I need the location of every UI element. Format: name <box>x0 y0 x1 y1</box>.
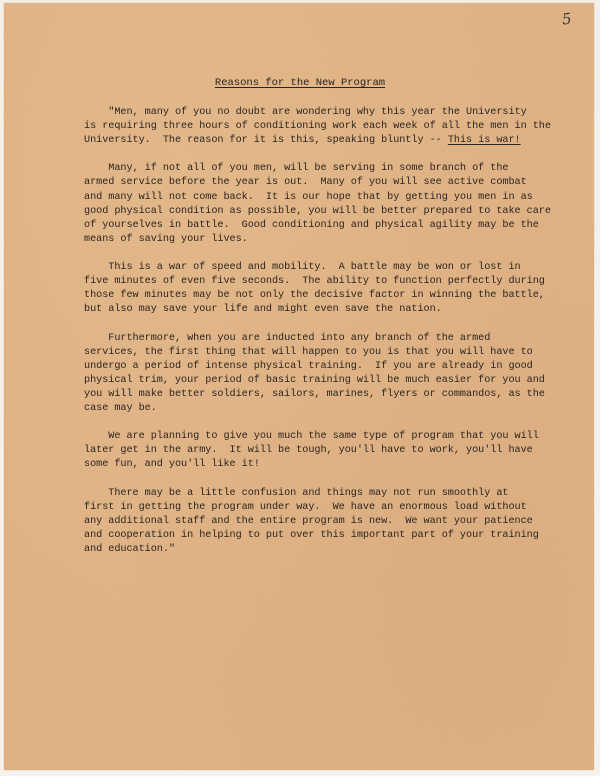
paragraph-1-line-2: is requiring three hours of conditioning work each week of all the men in the <box>84 121 551 133</box>
paragraph-6 <box>84 487 539 557</box>
paragraph-6-line-4: and cooperation in helping to put over this important part of your training <box>84 529 539 541</box>
paragraph-2-line-6: means of saving your lives. <box>84 233 248 245</box>
paragraph-1-line-1: "Men, many of you no doubt are wondering why this year the University <box>84 107 527 118</box>
paragraph-5-line-1: We are planning to give you much the same type of program that you will <box>84 431 539 443</box>
paragraph-2-line-5: of yourselves in battle. Good conditioning and physical agility may be the <box>84 219 539 231</box>
document-body <box>84 106 551 571</box>
paragraph-4-line-4: physical trim, your period of basic training will be much easier for you and <box>84 374 545 386</box>
paragraph-6-line-1: There may be a little confusion and things may not run smoothly at <box>84 487 509 499</box>
paragraph-3-line-4: but also may save your life and might even save the nation. <box>84 304 442 316</box>
paragraph-4-line-6: case may be. <box>84 402 157 414</box>
paragraph-2 <box>84 162 551 247</box>
paragraph-4-line-3: undergo a period of intense physical training. If you are already in good <box>84 360 533 372</box>
paragraph-4-line-2: services, the first thing that will happen to you is that you will have to <box>84 346 533 358</box>
paragraph-5 <box>84 430 539 472</box>
paragraph-4-line-1: Furthermore, when you are inducted into any branch of the armed <box>84 332 491 344</box>
paragraph-2-line-2: armed service before the year is out. Many of you will see active combat <box>84 177 527 189</box>
paragraph-2-line-3: and many will not come back. It is our hope that by getting you men in as <box>84 191 533 203</box>
paragraph-6-line-5: and education." <box>84 543 175 555</box>
title-text: Reasons for the New Program <box>214 77 386 89</box>
paragraph-3-line-1: This is a war of speed and mobility. A battle may be won or lost in <box>84 262 521 274</box>
paragraph-6-line-2: first in getting the program under way. We have an enormous load without <box>84 501 527 513</box>
paragraph-6-line-3: any additional staff and the entire program is new. We want your patience <box>84 515 533 527</box>
page-number: 5 <box>560 9 573 29</box>
paragraph-2-line-1: Many, if not all of you men, will be serving in some branch of the <box>84 163 509 175</box>
paragraph-2-line-4: good physical condition as possible, you will be better prepared to take care <box>84 205 551 217</box>
document-title <box>0 77 600 89</box>
paragraph-5-line-2: later get in the army. It will be tough, you'll have to work, you'll have <box>84 445 533 457</box>
paragraph-1-line-3: University. The reason for it is this, speaking bluntly -- <box>84 135 448 147</box>
paragraph-1 <box>84 106 551 148</box>
paragraph-5-line-3: some fun, and you'll like it! <box>84 459 260 471</box>
paragraph-3-line-3: those few minutes may be not only the decisive factor in winning the battle, <box>84 290 545 302</box>
paragraph-4-line-5: you will make better soldiers, sailors, marines, flyers or commandos, as the <box>84 388 545 400</box>
paragraph-4 <box>84 332 545 417</box>
paragraph-3 <box>84 261 545 317</box>
emphasis-this-is-war: This is war! <box>447 135 521 147</box>
paragraph-3-line-2: five minutes of even five seconds. The ability to function perfectly during <box>84 276 545 288</box>
